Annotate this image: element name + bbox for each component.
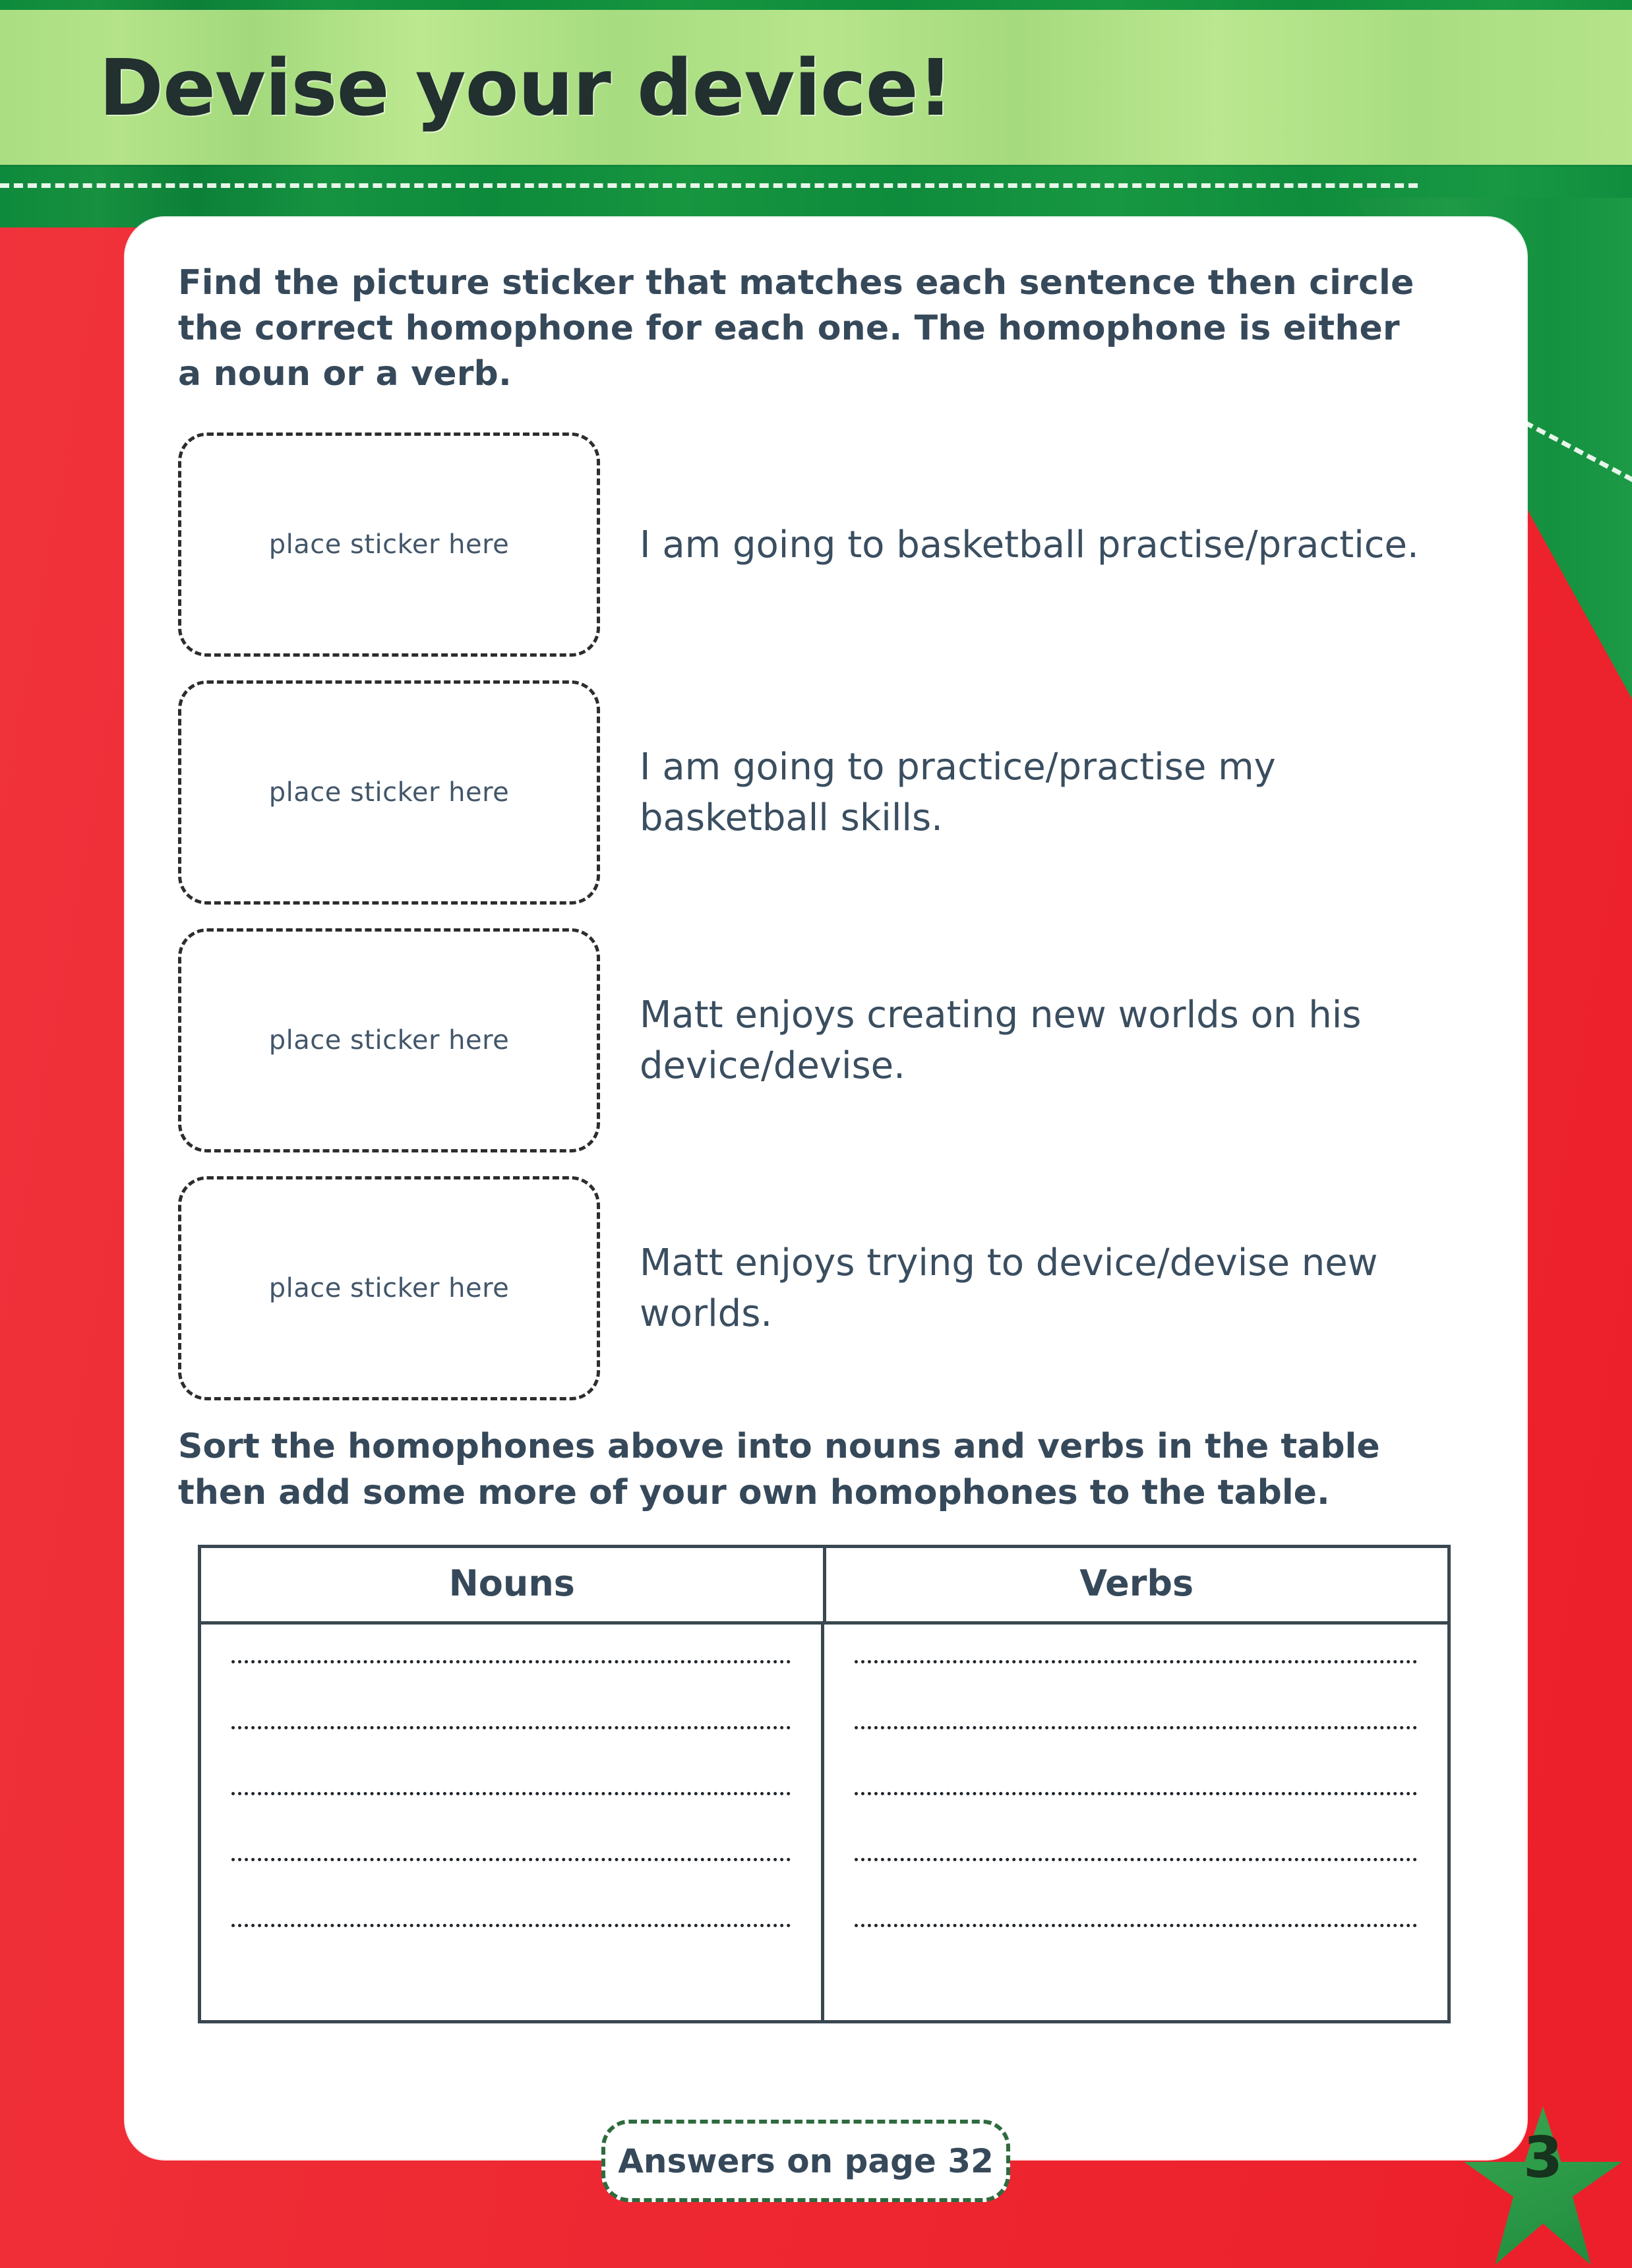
sticker-slot-3[interactable] [178, 928, 600, 1152]
write-line[interactable] [855, 1660, 1417, 1663]
write-line[interactable] [231, 1924, 791, 1927]
write-line[interactable] [231, 1858, 791, 1861]
table-body [201, 1625, 1447, 2020]
page-number: 3 [1523, 2125, 1563, 2191]
verbs-column[interactable] [824, 1625, 1447, 2020]
write-line[interactable] [231, 1792, 791, 1795]
title-banner [0, 10, 1632, 165]
list-item [178, 928, 1474, 1152]
homophone-sort-table [198, 1545, 1451, 2023]
page-title: Devise your device! [99, 42, 953, 133]
list-item [178, 433, 1474, 657]
sticker-slot-2[interactable] [178, 680, 600, 905]
write-line[interactable] [855, 1792, 1417, 1795]
instruction-secondary: Sort the homophones above into nouns and verbs in the table then add some more of your own homophones to the table. [178, 1427, 1380, 1512]
instruction-primary: Find the picture sticker that matches each sentence then circle the correct homophone for each one. The homophone is either a noun or a verb. [178, 263, 1414, 394]
answers-note-label: Answers on page 32 [618, 2141, 994, 2180]
sentence-1: I am going to basketball practise/practice. [640, 523, 1419, 566]
sticker-slot-label: place sticker here [268, 1273, 510, 1304]
sentence-3: Matt enjoys creating new worlds on his device/devise. [640, 994, 1362, 1088]
list-item [178, 680, 1474, 905]
column-header-nouns: Nouns [201, 1548, 826, 1621]
write-line[interactable] [231, 1726, 791, 1729]
sticker-slot-label: place sticker here [268, 777, 510, 808]
table-header-row [201, 1548, 1447, 1625]
sticker-slot-4[interactable] [178, 1176, 600, 1400]
answers-note-pill [601, 2120, 1010, 2202]
sticker-slot-label: place sticker here [268, 529, 510, 560]
sticker-slot-1[interactable] [178, 433, 600, 657]
sticker-sentence-list [178, 433, 1474, 1400]
column-header-verbs: Verbs [1079, 1562, 1194, 1604]
write-line[interactable] [855, 1858, 1417, 1861]
sentence-2: I am going to practice/practise my basketball skills. [640, 746, 1276, 840]
page-number-badge [1461, 2106, 1625, 2265]
sticker-slot-label: place sticker here [268, 1025, 510, 1056]
write-line[interactable] [231, 1660, 791, 1663]
content-card [125, 218, 1526, 2159]
write-line[interactable] [855, 1726, 1417, 1729]
sentence-4: Matt enjoys trying to device/devise new worlds. [640, 1241, 1378, 1336]
list-item [178, 1176, 1474, 1400]
write-line[interactable] [855, 1924, 1417, 1927]
stitch-dash-horizontal [0, 183, 1418, 188]
nouns-column[interactable] [201, 1625, 824, 2020]
